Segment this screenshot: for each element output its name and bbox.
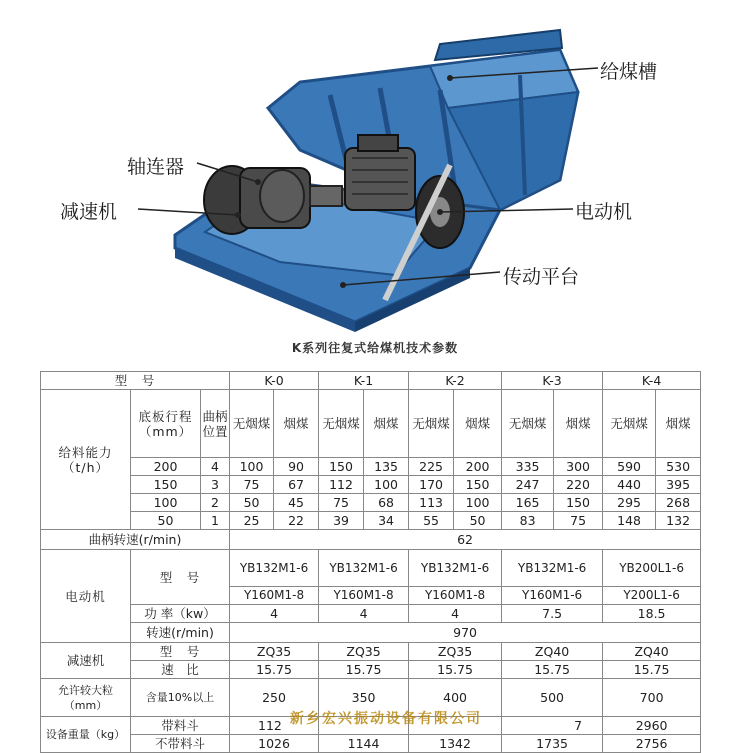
motor-model-label: 型 号 (131, 550, 230, 605)
motor-label: 电动机 (41, 550, 131, 643)
capacity-value: 100 (364, 476, 409, 494)
weight-label: 设备重量（kg） (41, 717, 131, 753)
capacity-row (41, 494, 701, 512)
motor-power: 18.5 (603, 605, 701, 623)
motor-power-label: 功 率（kw） (131, 605, 230, 623)
motor-model-b: Y160M1-8 (409, 587, 502, 605)
motor-model-b: Y200L1-6 (603, 587, 701, 605)
reducer-model: ZQ40 (502, 643, 603, 661)
crank-value: 4 (201, 458, 230, 476)
stroke-label: 底板行程（mm） (131, 390, 201, 458)
capacity-value: 590 (603, 458, 656, 476)
model-k3: K-3 (502, 372, 603, 390)
crank-speed-label: 曲柄转速(r/min) (41, 530, 230, 550)
capacity-value: 148 (603, 512, 656, 530)
stroke-value: 50 (131, 512, 201, 530)
capacity-value: 150 (554, 494, 603, 512)
coal-bituminous: 烟煤 (274, 390, 319, 458)
coal-anthracite: 无烟煤 (603, 390, 656, 458)
model-k4: K-4 (603, 372, 701, 390)
coal-anthracite: 无烟煤 (230, 390, 274, 458)
capacity-value: 150 (319, 458, 364, 476)
coal-anthracite: 无烟煤 (502, 390, 554, 458)
coal-anthracite: 无烟煤 (319, 390, 364, 458)
capacity-value: 67 (274, 476, 319, 494)
motor-power: 7.5 (502, 605, 603, 623)
capacity-label: 给料能力（t/h） (41, 390, 131, 530)
capacity-value: 268 (656, 494, 701, 512)
label-platform: 传动平台 (503, 266, 580, 288)
motor-model-a: YB132M1-6 (502, 550, 603, 587)
max-size-value: 250 (230, 679, 319, 717)
max-size-label: 允许较大粒（mm） (41, 679, 131, 717)
motor-power: 4 (230, 605, 319, 623)
reducer-model: ZQ35 (230, 643, 319, 661)
reducer-ratio-label: 速 比 (131, 661, 230, 679)
motor-speed: 970 (230, 623, 701, 643)
reducer-model-row (41, 643, 701, 661)
company-watermark: 新乡宏兴振动设备有限公司 (290, 711, 482, 727)
weight-without-value: 1026 (230, 735, 319, 753)
weight-without-value: 1735 (502, 735, 603, 753)
coal-bituminous: 烟煤 (554, 390, 603, 458)
capacity-value: 220 (554, 476, 603, 494)
motor-model-a: YB132M1-6 (230, 550, 319, 587)
capacity-value: 395 (656, 476, 701, 494)
model-header: 型 号 (41, 372, 230, 390)
capacity-value: 132 (656, 512, 701, 530)
weight-without-value: 1144 (319, 735, 409, 753)
coal-anthracite: 无烟煤 (409, 390, 454, 458)
label-coupling: 轴连器 (127, 156, 185, 178)
capacity-value: 150 (454, 476, 502, 494)
reducer-model: ZQ40 (603, 643, 701, 661)
max-size-value: 700 (603, 679, 701, 717)
stroke-value: 150 (131, 476, 201, 494)
capacity-value: 113 (409, 494, 454, 512)
capacity-value: 440 (603, 476, 656, 494)
reducer-ratio: 15.75 (502, 661, 603, 679)
label-feeder-trough: 给煤槽 (600, 61, 658, 83)
motor-model-a: YB132M1-6 (319, 550, 409, 587)
capacity-value: 75 (319, 494, 364, 512)
capacity-value: 165 (502, 494, 554, 512)
capacity-value: 200 (454, 458, 502, 476)
motor-power: 4 (319, 605, 409, 623)
weight-with-value: 112 (230, 717, 319, 735)
weight-with-value: 7 (502, 717, 603, 735)
motor-model-row-a (41, 550, 701, 587)
capacity-value: 100 (230, 458, 274, 476)
capacity-value: 68 (364, 494, 409, 512)
spec-table (40, 371, 701, 753)
reducer-label: 减速机 (41, 643, 131, 679)
capacity-value: 112 (319, 476, 364, 494)
capacity-value: 247 (502, 476, 554, 494)
motor-model-b: Y160M1-6 (502, 587, 603, 605)
weight-without-label: 不带料斗 (131, 735, 230, 753)
reducer-model: ZQ35 (319, 643, 409, 661)
max-size-value: 400 (409, 679, 502, 717)
reducer-ratio-row (41, 661, 701, 679)
crank-speed-value: 62 (230, 530, 701, 550)
crank-value: 2 (201, 494, 230, 512)
capacity-value: 45 (274, 494, 319, 512)
capacity-subheader-row (41, 390, 701, 458)
weight-without-value: 1342 (409, 735, 502, 753)
capacity-value: 75 (554, 512, 603, 530)
capacity-value: 135 (364, 458, 409, 476)
crank-value: 3 (201, 476, 230, 494)
capacity-value: 50 (454, 512, 502, 530)
capacity-value: 83 (502, 512, 554, 530)
capacity-row (41, 458, 701, 476)
motor-speed-row (41, 623, 701, 643)
capacity-value: 530 (656, 458, 701, 476)
coal-bituminous: 烟煤 (454, 390, 502, 458)
capacity-value: 39 (319, 512, 364, 530)
motor-model-a: YB200L1-6 (603, 550, 701, 587)
capacity-value: 55 (409, 512, 454, 530)
motor-model-a: YB132M1-6 (409, 550, 502, 587)
reducer-ratio: 15.75 (603, 661, 701, 679)
model-k1: K-1 (319, 372, 409, 390)
crank-label: 曲柄位置 (201, 390, 230, 458)
reducer-model: ZQ35 (409, 643, 502, 661)
weight-without-value: 2756 (603, 735, 701, 753)
capacity-value: 90 (274, 458, 319, 476)
capacity-value: 170 (409, 476, 454, 494)
weight-with-value: 2960 (603, 717, 701, 735)
machine-photo (0, 0, 750, 335)
reducer-ratio: 15.75 (319, 661, 409, 679)
crank-value: 1 (201, 512, 230, 530)
capacity-value: 75 (230, 476, 274, 494)
capacity-value: 34 (364, 512, 409, 530)
capacity-row (41, 512, 701, 530)
capacity-value: 50 (230, 494, 274, 512)
stroke-value: 100 (131, 494, 201, 512)
capacity-value: 25 (230, 512, 274, 530)
weight-with-label: 带料斗 (131, 717, 230, 735)
reducer-model-label: 型 号 (131, 643, 230, 661)
motor-speed-label: 转速(r/min) (131, 623, 230, 643)
max-size-value: 500 (502, 679, 603, 717)
model-k0: K-0 (230, 372, 319, 390)
capacity-value: 335 (502, 458, 554, 476)
motor-model-b: Y160M1-8 (319, 587, 409, 605)
motor-power-row (41, 605, 701, 623)
motor-power: 4 (409, 605, 502, 623)
label-reducer: 减速机 (60, 201, 118, 223)
max-size-value: 350 (319, 679, 409, 717)
capacity-value: 22 (274, 512, 319, 530)
stroke-value: 200 (131, 458, 201, 476)
capacity-value: 300 (554, 458, 603, 476)
header-row (41, 372, 701, 390)
model-k2: K-2 (409, 372, 502, 390)
table-title: K系列往复式给煤机技术参数 (291, 341, 459, 355)
max-size-sub-label: 含量10%以上 (131, 679, 230, 717)
reducer-ratio: 15.75 (409, 661, 502, 679)
label-motor: 电动机 (575, 201, 633, 223)
capacity-row (41, 476, 701, 494)
crank-speed-row (41, 530, 701, 550)
coal-bituminous: 烟煤 (656, 390, 701, 458)
coal-bituminous: 烟煤 (364, 390, 409, 458)
capacity-value: 295 (603, 494, 656, 512)
reducer-ratio: 15.75 (230, 661, 319, 679)
capacity-value: 225 (409, 458, 454, 476)
motor-model-b: Y160M1-8 (230, 587, 319, 605)
capacity-value: 100 (454, 494, 502, 512)
